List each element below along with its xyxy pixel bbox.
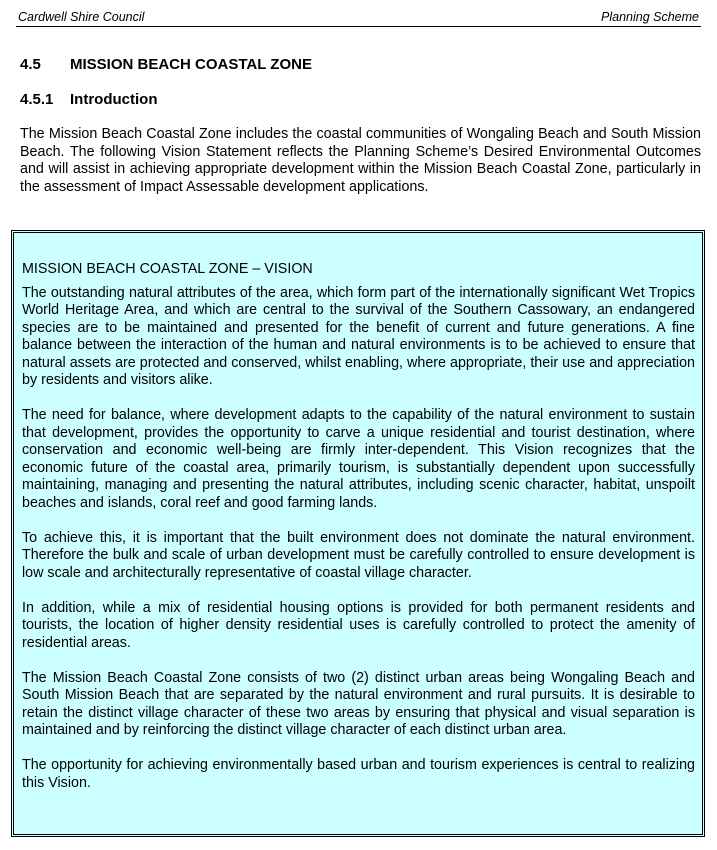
vision-content [22,261,695,810]
intro-paragraph: The Mission Beach Coastal Zone includes the coastal communities of Wongaling Beach and South Mission Beach. The following Vision Statement reflects the Planning Scheme’s Desired Environmental Outcomes and will assist in achieving appropriate development within the Mission Beach Coastal Zone, particularly in the assessment of Impact Assessable development applications. [20,126,701,195]
page-header [16,8,701,27]
vision-title: MISSION BEACH COASTAL ZONE – VISION [22,261,313,277]
vision-paragraph: The opportunity for achieving environmentally based urban and tourism experiences is central to realizing this Vision. [22,757,695,791]
section-number: 4.5 [20,56,41,73]
section-title: MISSION BEACH COASTAL ZONE [70,56,312,73]
vision-paragraph: To achieve this, it is important that the built environment does not dominate the natural environment. Therefore the bulk and scale of urban development must be carefully controlled to ensure development is low scale and architecturally representative of coastal village character. [22,529,695,581]
section-heading [20,56,312,73]
subsection-heading [20,91,157,108]
header-council-name: Cardwell Shire Council [18,10,145,24]
vision-paragraph: The Mission Beach Coastal Zone consists of two (2) distinct urban areas being Wongaling Beach and South Mission Beach that are separated by the natural environment and rural pursuits. It is desirable to retain the distinct village character of these two areas by ensuring that physical and visual separation is maintained and by reinforcing the distinct village character of each distinct urban area. [22,669,695,738]
subsection-title: Introduction [70,91,158,108]
vision-paragraph: The outstanding natural attributes of the area, which form part of the internationally significant Wet Tropics World Heritage Area, and which are central to the survival of the Southern Cassowary, an endangered species are to be maintained and presented for the benefit of current and future generations. A fine balance between the interaction of the human and natural environments is to be achieved to ensure that natural assets are protected and conserved, whilst enabling, where appropriate, their use and appreciation by residents and visitors alike. [22,284,695,388]
header-document-title: Planning Scheme [601,10,699,24]
subsection-number: 4.5.1 [20,91,54,108]
vision-paragraph: The need for balance, where development adapts to the capability of the natural environment to sustain that development, provides the opportunity to carve a unique residential and tourist destination, where conservation and economic well-being are firmly inter-dependent. This Vision recognizes that the economic future of the coastal area, primarily tourism, is substantially dependent upon successfully maintaining, managing and presenting the natural attributes, including scenic character, habitat, unspoilt beaches and islands, coral reef and good farming lands. [22,407,695,511]
vision-box [11,230,705,837]
vision-paragraph: In addition, while a mix of residential housing options is provided for both permanent residents and tourists, the location of higher density residential uses is carefully controlled to protect the amenity of residential areas. [22,599,695,651]
